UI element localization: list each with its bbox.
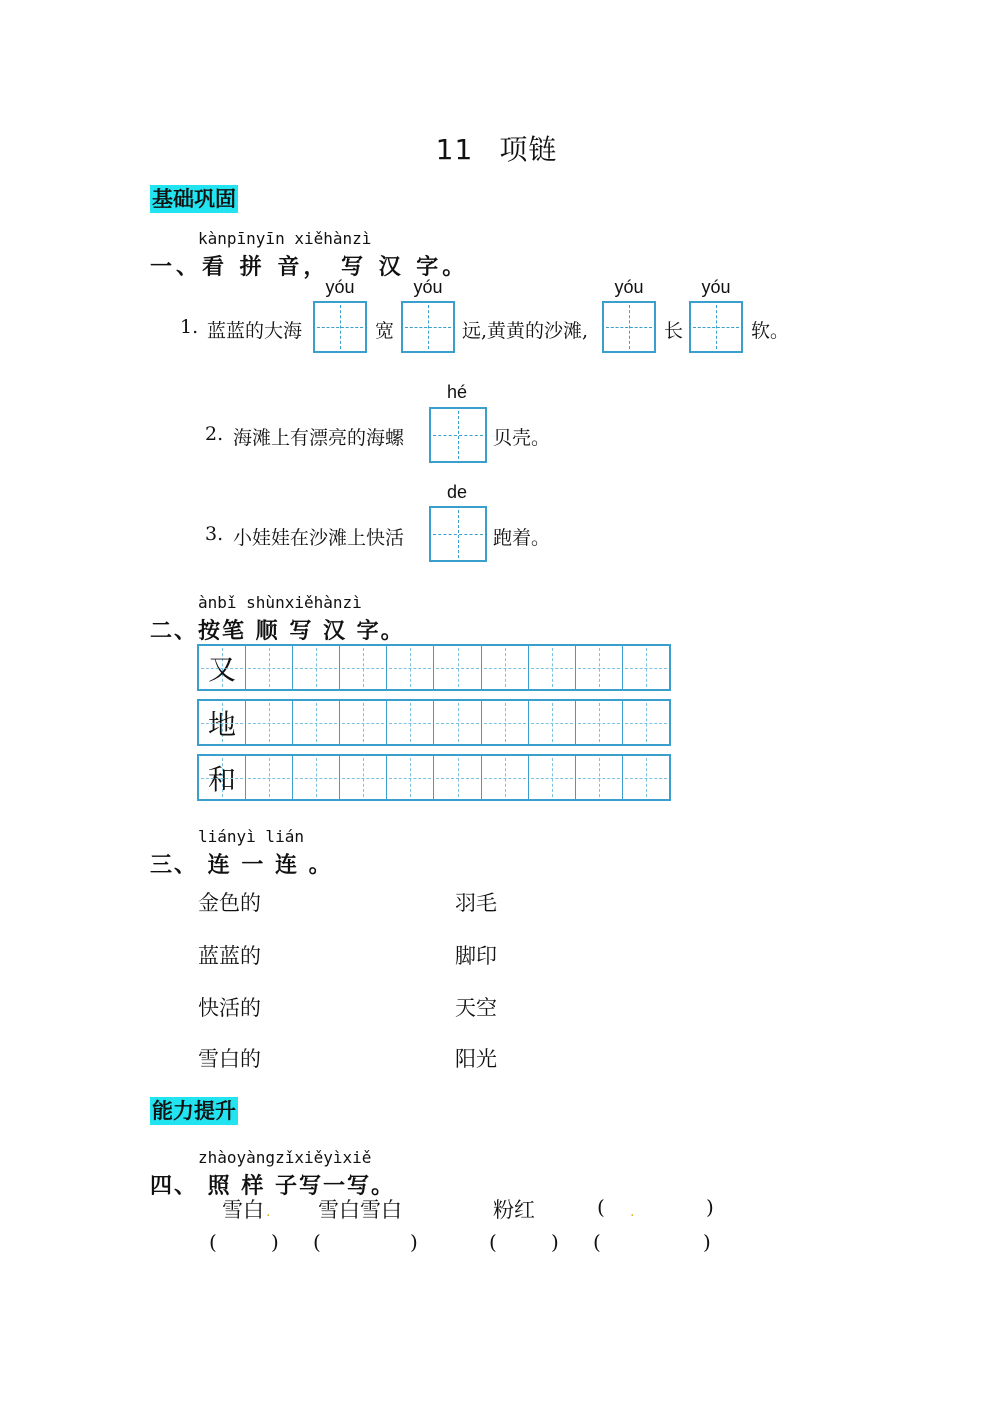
answer-box[interactable] [602, 301, 656, 353]
match-right-4[interactable]: 阳光 [455, 1047, 497, 1071]
grid-cell[interactable] [293, 701, 340, 744]
grid-cell[interactable] [340, 701, 387, 744]
writing-grid-row-3[interactable] [197, 754, 671, 801]
example-mark-1: . [266, 1204, 271, 1220]
match-left-3[interactable]: 快活的 [198, 996, 261, 1020]
q1-item1-pinyin-1: yóu [325, 277, 355, 297]
grid-cell[interactable] [246, 646, 293, 689]
q1-item1-text-a: 蓝蓝的大海 [207, 320, 303, 342]
match-right-3[interactable]: 天空 [455, 996, 497, 1020]
grid-cell[interactable] [623, 646, 669, 689]
blank-4-open[interactable]: ( [593, 1230, 601, 1254]
grid-cell[interactable] [576, 646, 623, 689]
grid-cell[interactable] [387, 701, 434, 744]
grid-cell[interactable] [340, 646, 387, 689]
grid-cell[interactable] [340, 756, 387, 799]
match-left-1[interactable]: 金色的 [198, 891, 261, 915]
match-left-4[interactable]: 雪白的 [198, 1047, 261, 1071]
q1-item1-pinyin-3: yóu [614, 277, 644, 297]
match-right-2[interactable]: 脚印 [455, 944, 497, 968]
page-title [0, 128, 993, 168]
q1-item3-text-a: 小娃娃在沙滩上快活 [233, 527, 405, 549]
answer-box[interactable] [429, 407, 487, 463]
q1-item1-text-d: 长 [664, 320, 684, 342]
grid-cell[interactable] [482, 756, 529, 799]
blank-3-close[interactable]: ) [551, 1230, 559, 1254]
example-mark-2: . [630, 1204, 635, 1220]
q1-item2-text-b: 贝壳。 [493, 427, 551, 449]
q2-heading: 二、按笔 顺 写 汉 字。 [150, 618, 405, 644]
grid-cell[interactable] [529, 756, 576, 799]
q2-pinyin: ànbǐ shùnxiěhànzì [198, 593, 362, 612]
q1-item1-number: 1. [180, 316, 199, 338]
q1-item1-text-b: 宽 [375, 320, 395, 342]
grid-cell[interactable] [623, 701, 669, 744]
q1-pinyin: kànpīnyīn xiěhànzì [198, 229, 372, 248]
lesson-title: 项链 [499, 133, 558, 166]
grid-cell[interactable] [434, 646, 481, 689]
grid-cell[interactable] [529, 701, 576, 744]
grid-cell[interactable] [293, 646, 340, 689]
grid-cell[interactable] [623, 756, 669, 799]
example-word-2: 粉红 [493, 1198, 535, 1222]
q1-heading: 一、看 拼 音， 写 汉 字。 [150, 254, 469, 280]
grid-cell[interactable] [434, 756, 481, 799]
q1-item1-pinyin-2: yóu [413, 277, 443, 297]
blank-3-open[interactable]: ( [489, 1230, 497, 1254]
grid-cell[interactable] [529, 646, 576, 689]
q4-pinyin: zhàoyàngzǐxiěyìxiě [198, 1148, 372, 1167]
blank-1-open[interactable]: ( [209, 1230, 217, 1254]
q1-item1-pinyin-4: yóu [701, 277, 731, 297]
section-basic-badge: 基础巩固 [152, 186, 236, 211]
answer-paren-open: ( [597, 1195, 605, 1219]
grid-cell[interactable] [576, 756, 623, 799]
q1-item3-pinyin: de [446, 482, 468, 502]
q4-heading: 四、 照 样 子写一写。 [150, 1173, 395, 1199]
example-word-1: 雪白 [222, 1198, 264, 1222]
blank-2-open[interactable]: ( [313, 1230, 321, 1254]
grid-cell-model [199, 756, 246, 799]
blank-2-close[interactable]: ) [410, 1230, 418, 1254]
grid-cell[interactable] [387, 646, 434, 689]
model-char: 地 [208, 707, 237, 741]
answer-box[interactable] [429, 506, 487, 562]
answer-box[interactable] [689, 301, 743, 353]
example-answer-1: 雪白雪白 [318, 1198, 402, 1222]
grid-cell[interactable] [246, 756, 293, 799]
match-left-2[interactable]: 蓝蓝的 [198, 944, 261, 968]
q1-item2-pinyin: hé [446, 382, 468, 402]
grid-cell[interactable] [482, 701, 529, 744]
q1-item3-number: 3. [205, 523, 224, 545]
writing-grid-row-2[interactable] [197, 699, 671, 746]
answer-box[interactable] [401, 301, 455, 353]
grid-cell[interactable] [482, 646, 529, 689]
writing-grid-row-1[interactable] [197, 644, 671, 691]
grid-cell[interactable] [246, 701, 293, 744]
q1-item2-number: 2. [205, 423, 224, 445]
q1-item1-text-e: 软。 [751, 320, 790, 342]
blank-1-close[interactable]: ) [271, 1230, 279, 1254]
q3-pinyin: liányì lián [198, 827, 304, 846]
model-char: 和 [208, 762, 237, 796]
model-char: 又 [208, 652, 237, 686]
grid-cell-model [199, 646, 246, 689]
q3-heading: 三、 连 一 连 。 [150, 852, 333, 878]
lesson-number: 11 [435, 133, 474, 166]
q1-item3-text-b: 跑着。 [493, 527, 551, 549]
q1-item2-text-a: 海滩上有漂亮的海螺 [233, 427, 405, 449]
section-advanced-badge: 能力提升 [152, 1098, 236, 1123]
grid-cell[interactable] [293, 756, 340, 799]
grid-cell[interactable] [434, 701, 481, 744]
grid-cell[interactable] [387, 756, 434, 799]
grid-cell[interactable] [576, 701, 623, 744]
answer-paren-close: ) [706, 1195, 714, 1219]
match-right-1[interactable]: 羽毛 [455, 891, 497, 915]
q1-item1-text-c: 远,黄黄的沙滩, [462, 320, 589, 342]
blank-4-close[interactable]: ) [703, 1230, 711, 1254]
grid-cell-model [199, 701, 246, 744]
answer-box[interactable] [313, 301, 367, 353]
